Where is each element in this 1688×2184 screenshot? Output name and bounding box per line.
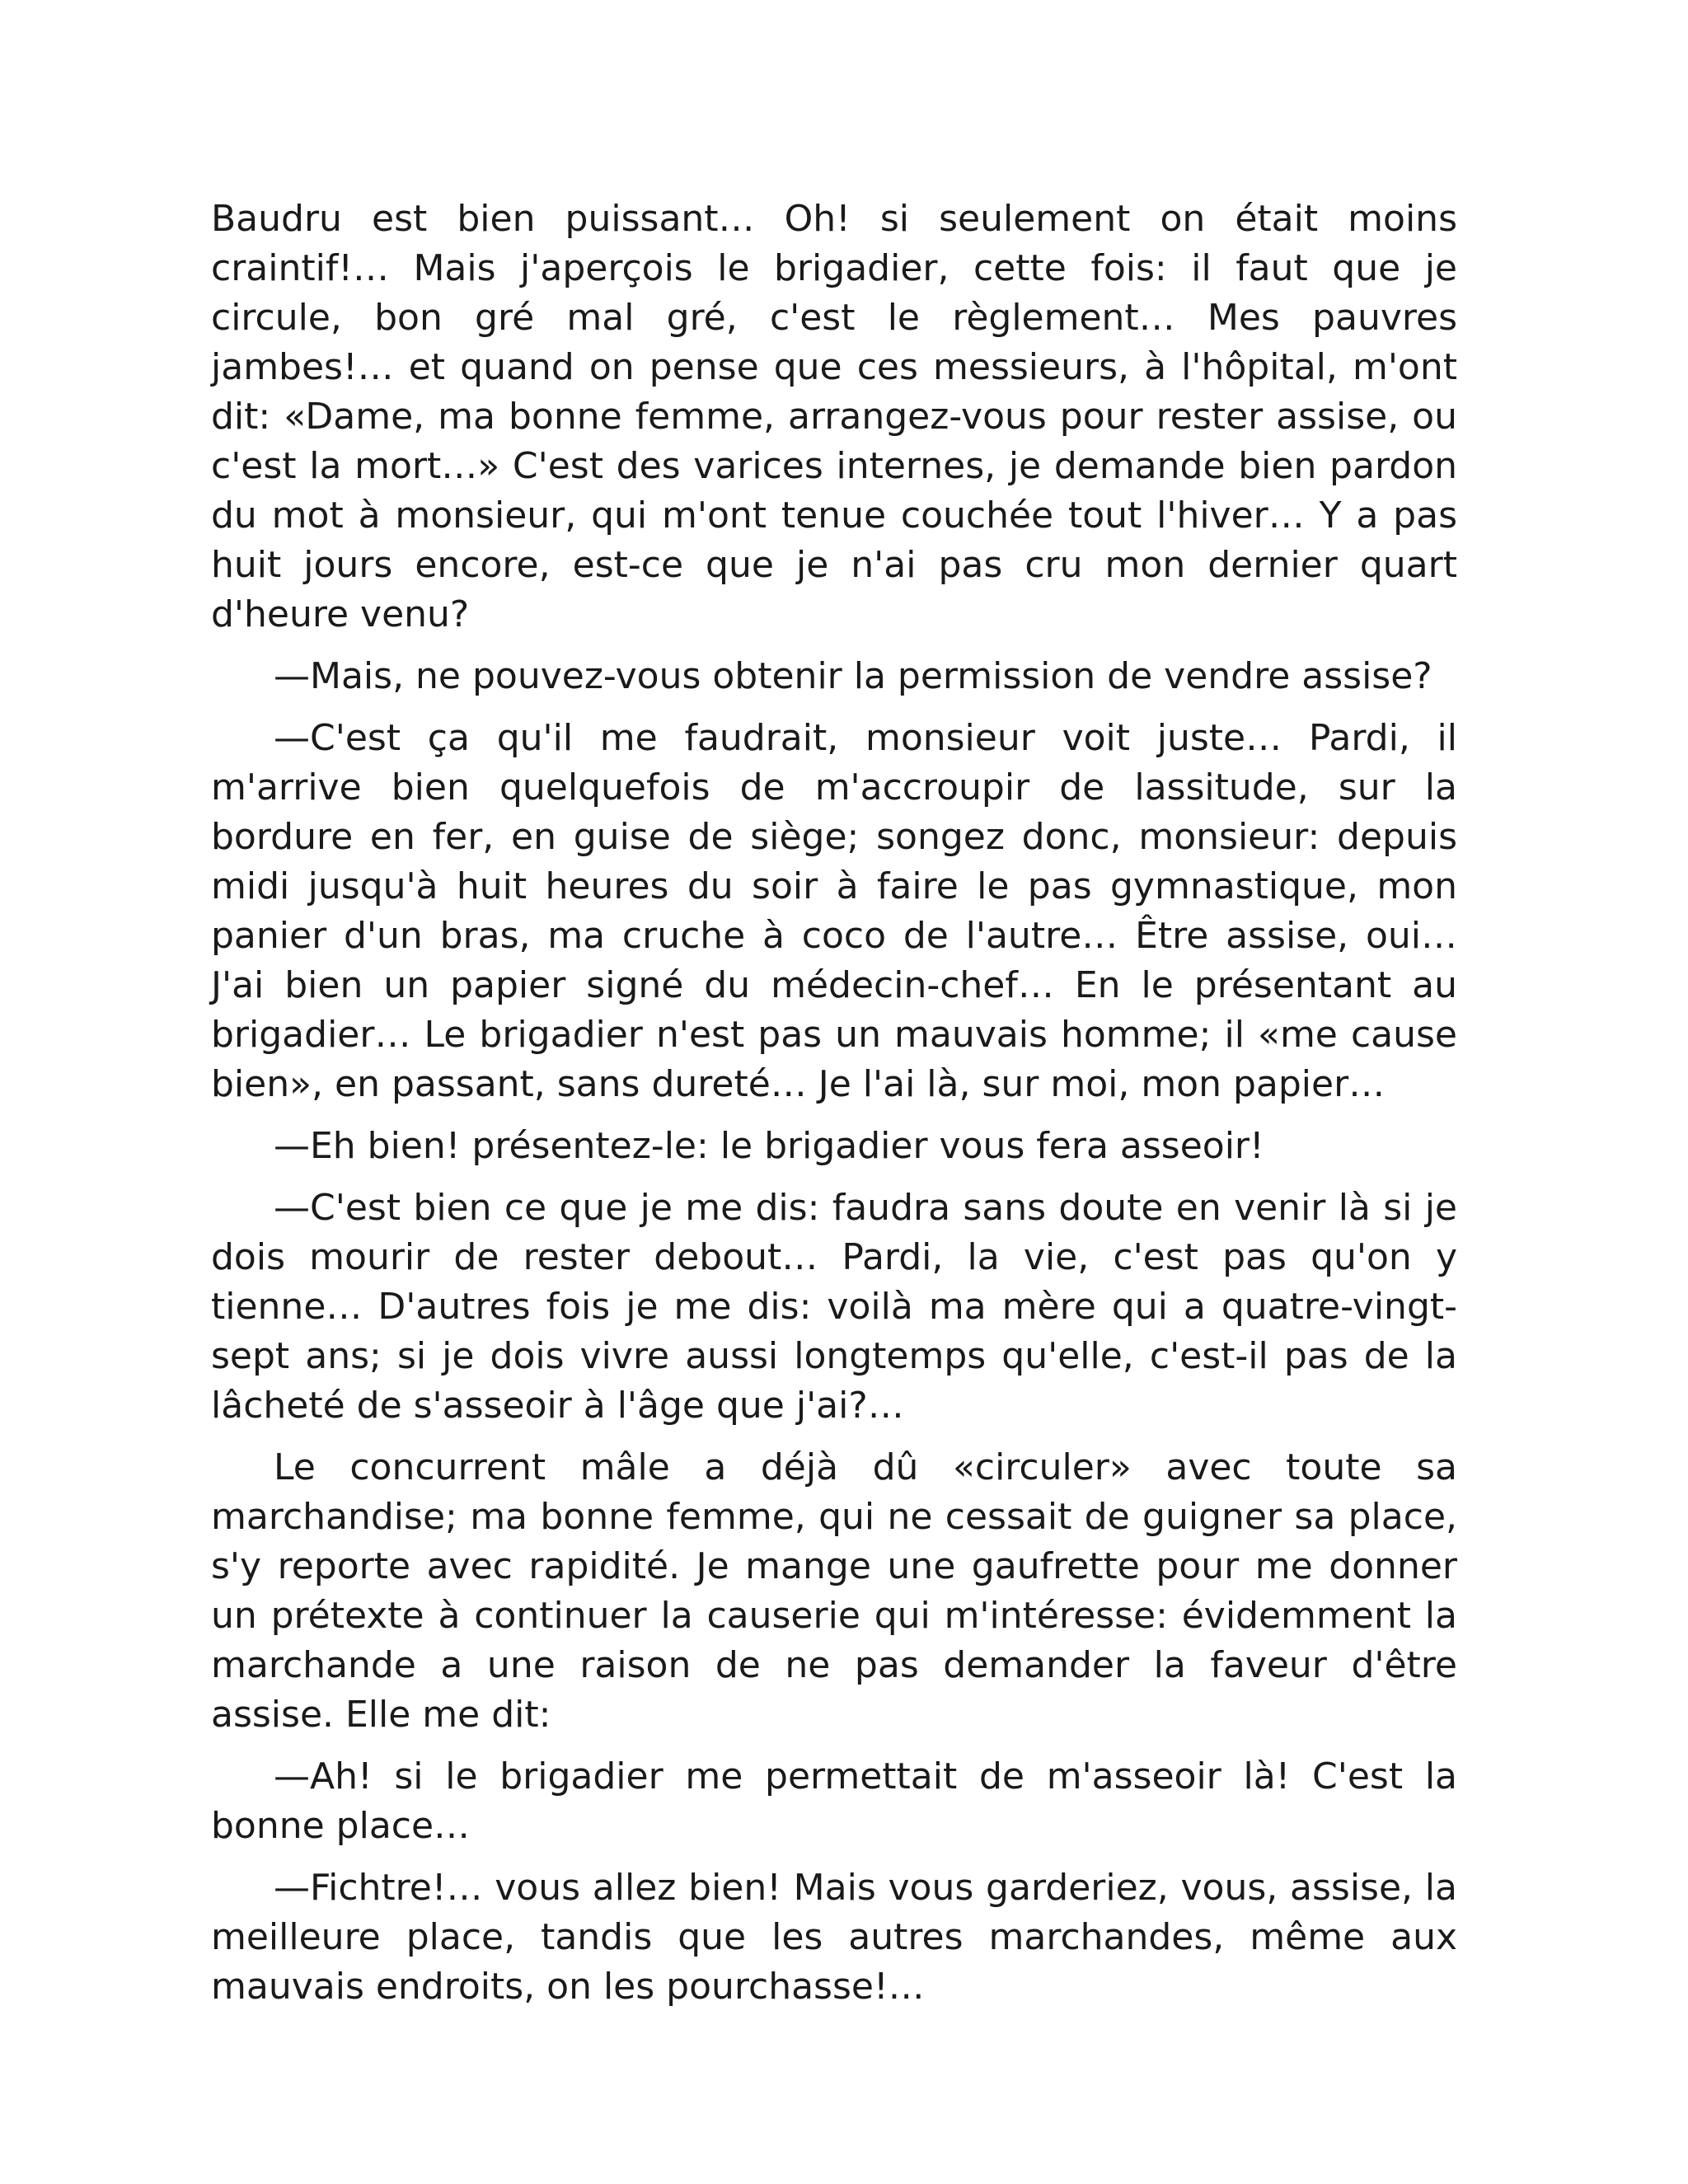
- paragraph-narration: Le concurrent mâle a déjà dû «circuler» avec toute sa marchandise; ma bonne femme, qui ne cessait de guigner sa place, s'y reporte avec rapidité. Je mange une gaufrette pour me donner un prétexte à continuer la causerie qui m'intéresse: évidemment la marchande a une raison de ne pas demander la faveur d'être assise. Elle me dit:: [211, 1446, 1457, 1736]
- paragraph-dialogue: —Ah! si le brigadier me permettait de m'asseoir là! C'est la bonne place…: [211, 1755, 1457, 1847]
- paragraph-dialogue: —C'est bien ce que je me dis: faudra sans doute en venir là si je dois mourir de rester debout… Pardi, la vie, c'est pas qu'on y tienne… D'autres fois je me dis: voilà ma mère qui a quatre-vingt-sept ans; si je dois vivre aussi longtemps qu'elle, c'est-il pas de la lâcheté de s'asseoir à l'âge que j'ai?…: [211, 1187, 1457, 1427]
- paragraph-dialogue: —Fichtre!… vous allez bien! Mais vous garderiez, vous, assise, la meilleure place, tandis que les autres marchandes, même aux mauvais endroits, on les pourchasse!…: [211, 1867, 1457, 2008]
- paragraph-dialogue: —Mais, ne pouvez-vous obtenir la permission de vendre assise?: [274, 655, 1432, 697]
- paragraph-continuation: Baudru est bien puissant… Oh! si seulement on était moins craintif!… Mais j'aperçois le brigadier, cette fois: il faut que je circule, bon gré mal gré, c'est le règlement… Mes pauvres jambes!… et quand on pense que ces messieurs, à l'hôpital, m'ont dit: «Dame, ma bonne femme, arrangez-vous pour rester assise, ou c'est la mort…» C'est des varices internes, je demande bien pardon du mot à monsieur, qui m'ont tenue couchée tout l'hiver… Y a pas huit jours encore, est-ce que je n'ai pas cru mon dernier quart d'heure venu?: [211, 198, 1457, 635]
- paragraph-dialogue: —C'est ça qu'il me faudrait, monsieur voit juste… Pardi, il m'arrive bien quelquefois de m'accroupir de lassitude, sur la bordure en fer, en guise de siège; songez donc, monsieur: depuis midi jusqu'à huit heures du soir à faire le pas gymnastique, mon panier d'un bras, ma cruche à coco de l'autre… Être assise, oui… J'ai bien un papier signé du médecin-chef… En le présentant au brigadier… Le brigadier n'est pas un mauvais homme; il «me cause bien», en passant, sans dureté… Je l'ai là, sur moi, mon papier…: [211, 717, 1457, 1105]
- page-body-text: [211, 194, 1457, 2024]
- paragraph-dialogue: —Eh bien! présentez-le: le brigadier vous fera asseoir!: [274, 1125, 1264, 1167]
